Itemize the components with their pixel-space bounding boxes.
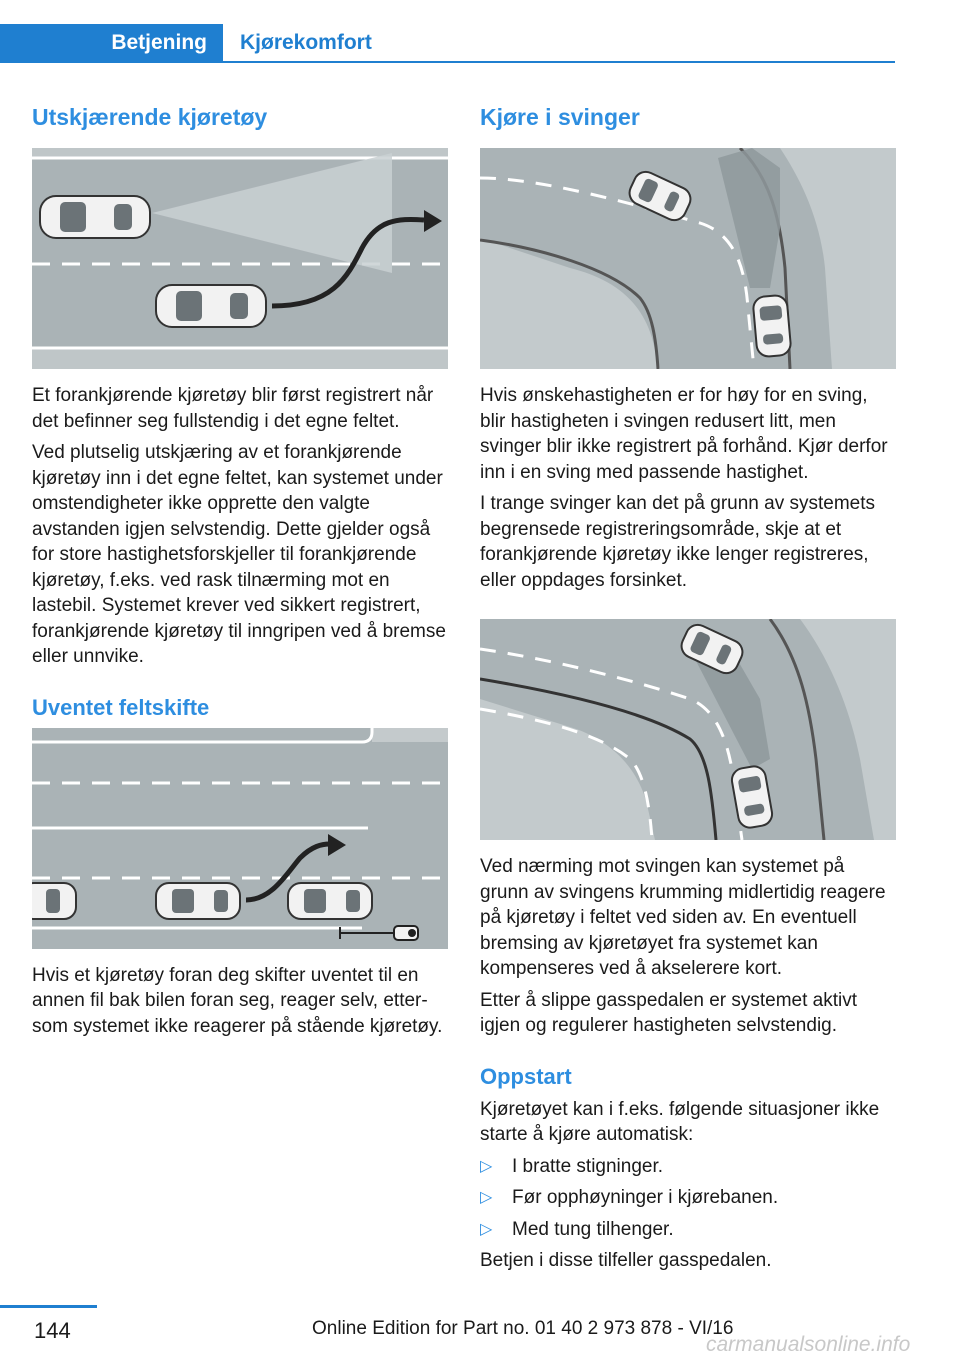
triangle-bullet-icon: ▷ — [480, 1220, 493, 1238]
paragraph: Hvis ønskehastigheten er for høy for en sving, blir hastigheten i svingen redusert litt, men svinger blir ikke registrert på forhånd. Kjør derfor inn i en sving med passende hastighet. — [480, 385, 888, 483]
footer-rule — [0, 1305, 97, 1308]
paragraph: Hvis et kjøretøy foran deg skifter uventet til en annen fil bak bilen foran seg, reager selv, ettersom systemet ikke reagerer på stående kjøretøy. — [32, 964, 443, 1037]
figure-lane-change — [32, 728, 448, 949]
paragraph: Ved plutselig utskjæring av et forankjørende kjøretøy inn i det egne feltet, kan systemet under omstendigheter ikke opprette den valgte avstanden igjen selvstendig. Dette gjelder også for store hastighetsforskjeller til forankjørende kjøretøy, f.eks. ved rask tilnærming mot en lastebil. Systemet krever ved sikkert registrert, forankjørende kjøretøy til inngripen ved å bremse eller unnvike. — [32, 442, 446, 667]
section-heading-utskjaerende: Utskjærende kjøretøy — [32, 104, 268, 130]
tab-betjening[interactable]: Betjening — [0, 24, 223, 62]
page-number: 144 — [34, 1318, 71, 1343]
right-column — [480, 100, 896, 1280]
figure-cut-in-vehicle — [32, 148, 448, 369]
figure-curve-adjacent-lane — [480, 619, 896, 840]
section-heading-svinger: Kjøre i svinger — [480, 104, 640, 130]
triangle-bullet-icon: ▷ — [480, 1157, 493, 1175]
paragraph: Ved nærming mot svingen kan systemet på grunn av svingens krumming midlertidig reagere på kjøretøy i feltet ved siden av. En eventuell bremsing av kjøretøyet fra systemet kan kompenseres ved å akselerere kort. — [480, 856, 886, 979]
paragraph: Etter å slippe gasspedalen er systemet aktivt igjen og regulerer hastigheten selvstendig. — [480, 989, 858, 1036]
section-heading-oppstart: Oppstart — [480, 1063, 572, 1089]
tab-kjorekomfort[interactable]: Kjørekomfort — [240, 31, 372, 54]
header-rule — [0, 61, 895, 63]
page-header — [0, 0, 960, 62]
figure-curve-driving — [480, 148, 896, 369]
section-heading-uventet: Uventet feltskifte — [32, 694, 210, 720]
watermark: carmanualsonline.info — [706, 1333, 911, 1356]
left-column — [32, 100, 448, 1045]
list-item: ▷ Med tung tilhenger. — [480, 1217, 896, 1243]
paragraph: Et forankjørende kjøretøy blir først registrert når det befinner seg fullstendig i det egne feltet. — [32, 385, 434, 432]
paragraph: Kjøretøyet kan i f.eks. følgende situasjoner ikke starte å kjøre automatisk: — [480, 1098, 880, 1145]
paragraph: Betjen i disse tilfeller gasspedalen. — [480, 1250, 772, 1271]
paragraph: I trange svinger kan det på grunn av systemets begrensede registreringsområde, skje at et forankjørende kjøretøy ikke lenger registreres, eller oppdages forsinket. — [480, 493, 875, 591]
triangle-bullet-icon: ▷ — [480, 1189, 493, 1206]
bullet-list — [480, 1154, 896, 1243]
edition-note: Online Edition for Part no. 01 40 2 973 878 - VI/16 — [312, 1318, 734, 1339]
list-item: ▷ Før opphøyninger i kjørebanen. — [480, 1185, 896, 1211]
list-item: ▷ I bratte stigninger. — [480, 1154, 896, 1180]
